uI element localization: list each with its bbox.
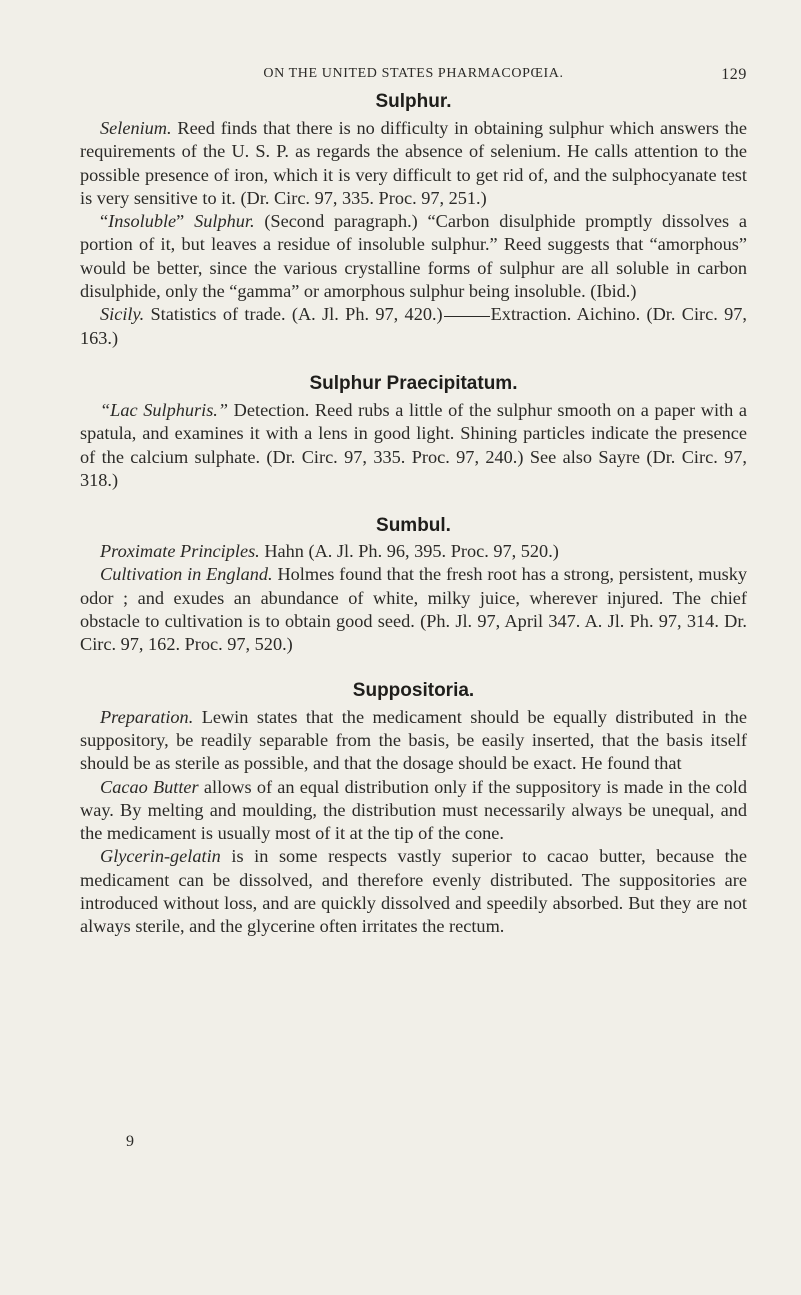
section-heading-suppositoria: Suppositoria. <box>352 679 475 701</box>
page-content <box>80 88 747 939</box>
section-heading-sumbul: Sumbul. <box>376 515 451 537</box>
term-selenium: Selenium. <box>100 118 172 138</box>
term-cacao-butter: Cacao Butter <box>100 776 199 797</box>
running-head <box>80 66 747 86</box>
term-preparation: Preparation. <box>100 706 194 727</box>
paragraph-proximate-principles: Proximate Principles. Hahn (A. Jl. Ph. 96, 395. Proc. 97, 520.) <box>100 541 559 562</box>
paragraph-sicily: Sicily. Statistics of trade. (A. Jl. Ph. 97, 420.) Extraction. Aichino. (Dr. Circ. 97, 163.) <box>80 304 747 348</box>
paragraph-cacao-butter: Cacao Butter allows of an equal distribution only if the suppository is made in the cold way. By melting and moulding, the distribution must necessarily always be unequal, and the medicament is usually most of it at the tip of the cone. <box>80 776 748 844</box>
paragraph-glycerin-gelatin: Glycerin-gelatin is in some respects vastly superior to cacao butter, because the medicament can be dissolved, and therefore evenly distributed. The suppositories are introduced without loss, and are quickly dissolved and speedily absorbed. But they are not always sterile, and the glycerine often irritates the rectum. <box>80 846 747 937</box>
term-insoluble: Insoluble <box>108 211 177 232</box>
page-number: 129 <box>721 66 747 83</box>
paragraph-selenium: Selenium. Reed finds that there is no difficulty in obtaining sulphur which answers the requirements of the U. S. P. as regards the absence of selenium. He calls attention to the possible presence of iron, which it is very difficult to get rid of, and the sulphocyanate test is very sensitive to it. (Dr. Circ. 97, 335. Proc. 97, 251.) <box>80 118 747 208</box>
term-proximate-principles: Proximate Principles. <box>100 541 260 562</box>
running-head-title: ON THE UNITED STATES PHARMACOPŒIA. <box>263 66 564 81</box>
section-heading-sulphur: Sulphur. <box>375 91 452 112</box>
term-glycerin-gelatin: Glycerin-gelatin <box>100 846 221 867</box>
paragraph-preparation: Preparation. Lewin states that the medicament should be equally distributed in the suppository, be readily separable from the basis, be easily inserted, that the basis itself should be as sterile as possible, and that the dosage should be exact. He found that <box>80 706 747 774</box>
term-sulphur: Sulphur. <box>184 211 255 232</box>
term-lac-sulphuris: “Lac Sulphuris.” <box>100 399 229 420</box>
term-sicily: Sicily. <box>100 304 145 325</box>
paragraph-lac-sulphuris: “Lac Sulphuris.” Detection. Reed rubs a little of the sulphur smooth on a paper with a spatula, and examines it with a lens in good light. Shining particles indicate the presence of the calcium sulphate. (Dr. Circ. 97, 335. Proc. 97, 240.) See also Sayre (Dr. Circ. 97, 318.) <box>80 399 747 490</box>
paragraph-cultivation: Cultivation in England. Holmes found that the fresh root has a strong, persistent, musky odor ; and exudes an abundance of white, milky juice, wherever injured. The chief obstacle to cultivation is to obtain good seed. (Ph. Jl. 97, April 347. A. Jl. Ph. 97, 314. Dr. Circ. 97, 162. Proc. 97, 520.) <box>80 564 747 655</box>
em-dash-rule <box>444 316 490 317</box>
paragraph-insoluble-sulphur: “Insoluble” Sulphur. (Second paragraph.) “Carbon disulphide promptly dissolves a portion of it, but leaves a residue of insoluble sulphur.” Reed suggests that “amorphous” would be better, since the various crystalline forms of sulphur are all soluble in carbon disulphide, only the “gamma” or amorphous sulphur being insoluble. (Ibid.) <box>80 211 747 302</box>
term-cultivation: Cultivation in England. <box>100 564 273 585</box>
section-heading-sulphur-praecipitatum: Sulphur Praecipitatum. <box>309 372 518 394</box>
signature-mark: 9 <box>126 1133 134 1150</box>
